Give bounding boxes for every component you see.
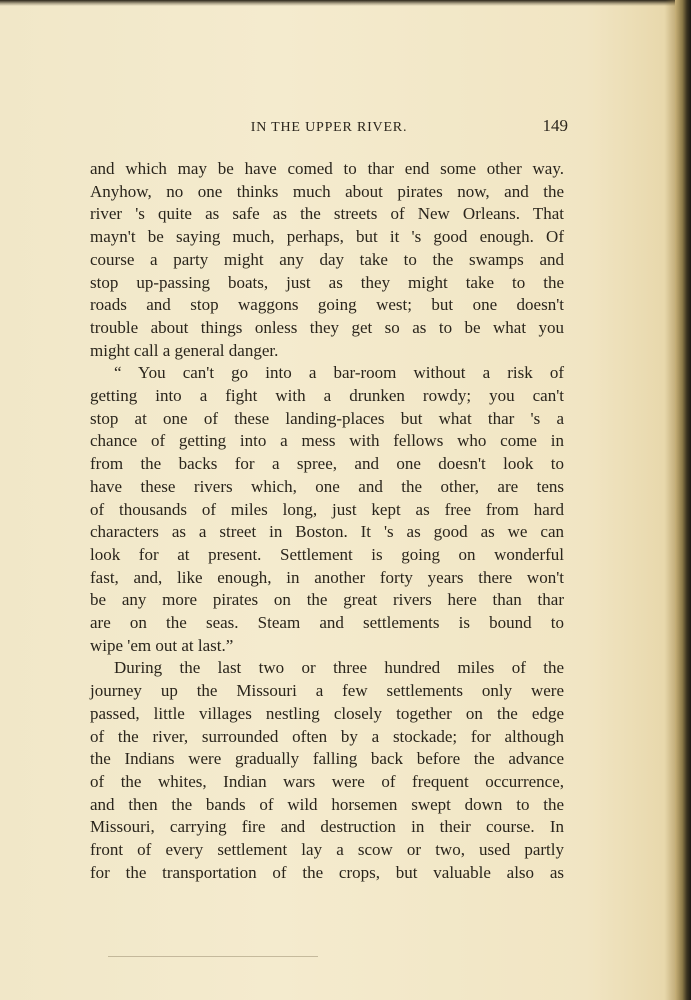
page-number: 149 — [542, 116, 568, 135]
text-line: passed, little villages nestling closely together on the edge — [90, 703, 564, 723]
text-line: mayn't be saying much, perhaps, but it 's good enough. Of — [90, 227, 564, 247]
text-line: river 's quite as safe as the streets of New Orleans. That — [90, 204, 564, 224]
text-line: wipe 'em out at last.” — [90, 635, 234, 655]
text-line: During the last two or three hundred miles of the — [114, 658, 564, 678]
text-line: from the backs for a spree, and one doesn't look to — [90, 454, 564, 474]
text-line: roads and stop waggons going west; but one doesn't — [90, 295, 564, 315]
paragraph-1 — [90, 158, 564, 362]
text-line: stop up-passing boats, just as they might take to the — [90, 272, 564, 292]
text-line: stop at one of these landing-places but what thar 's a — [90, 408, 564, 428]
text-line: and which may be have comed to thar end some other way. — [90, 159, 564, 178]
text-line: are on the seas. Steam and settlements is bound to — [90, 613, 564, 633]
text-line: fast, and, like enough, in another forty years there won't — [90, 567, 564, 587]
page-right-edge — [675, 0, 691, 1000]
text-line: of the river, surrounded often by a stockade; for although — [90, 726, 564, 746]
text-line: of the whites, Indian wars were of frequent occurrence, — [90, 771, 564, 791]
text-line: for the transportation of the crops, but valuable also as — [90, 862, 564, 882]
text-line: might call a general danger. — [90, 340, 279, 360]
text-line: Anyhow, no one thinks much about pirates now, and the — [90, 181, 564, 201]
text-line: the Indians were gradually falling back before the advance — [90, 749, 564, 769]
text-line: Missouri, carrying fire and destruction in their course. In — [90, 817, 564, 837]
running-head: IN THE UPPER RIVER. — [250, 120, 408, 135]
page-top-shadow — [0, 0, 691, 6]
paragraph-2 — [90, 362, 564, 657]
text-line: be any more pirates on the great rivers here than thar — [90, 590, 564, 610]
text-line: getting into a fight with a drunken rowdy; you can't — [90, 386, 564, 406]
text-line: course a party might any day take to the swamps and — [90, 249, 564, 269]
text-line: of thousands of miles long, just kept as free from hard — [90, 499, 564, 519]
text-line: trouble about things onless they get so as to be what you — [90, 317, 564, 337]
text-line: front of every settlement lay a scow or two, used partly — [90, 840, 564, 860]
text-line: look for at present. Settlement is going on wonderful — [90, 544, 564, 564]
page-header — [90, 116, 568, 140]
footer-rule — [108, 956, 318, 957]
text-line: chance of getting into a mess with fellows who come in — [90, 431, 564, 451]
text-line: journey up the Missouri a few settlements only were — [90, 681, 564, 701]
text-line: characters as a street in Boston. It 's as good as we can — [90, 522, 564, 542]
text-line: and then the bands of wild horsemen swept down to the — [90, 794, 564, 814]
text-line: have these rivers which, one and the other, are tens — [90, 476, 564, 496]
text-line: “ You can't go into a bar-room without a risk of — [114, 363, 564, 383]
paragraph-3 — [90, 657, 564, 884]
body-text — [90, 158, 564, 885]
page-gutter-shade — [665, 0, 675, 1000]
